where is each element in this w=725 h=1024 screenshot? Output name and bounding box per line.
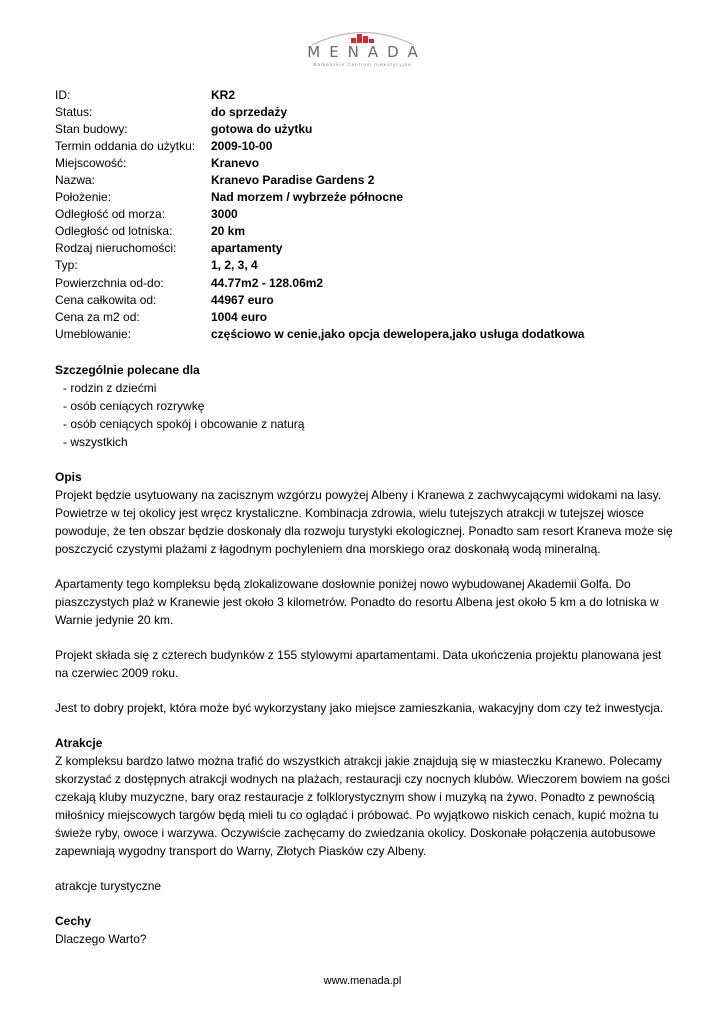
fact-value: 2009-10-00 — [211, 138, 273, 153]
fact-value: Kranevo — [211, 155, 260, 170]
description-section — [55, 361, 675, 948]
fact-label: Odległość od morza: — [55, 207, 166, 222]
fact-value: 44967 euro — [211, 292, 274, 307]
fact-row — [55, 103, 584, 120]
fact-row — [55, 308, 584, 325]
fact-row — [55, 86, 584, 103]
fact-label: Odległość od lotniska: — [55, 224, 173, 239]
opis-paragraph: Projekt będzie usytuowany na zacisznym wzgórzu powyżej Albeny i Kranewa z zachwycającymi widokami na lasy. Powietrze w tej okolicy jest wręcz krystaliczne. Kombinacja zdrowia, wielu tutejszych atrakcji w tutejszej wiosce powoduje, że ten obszar będzie doskonały dla rozwoju turystyki ekologicznej. Ponadto sam resort Kraneva może się poszczycić czystymi plażami z łagodnym pochyleniem dna morskiego oraz doskonałą wodą mineralną. — [55, 488, 673, 556]
opis-paragraph: Apartamenty tego kompleksu będą zlokalizowane dosłownie poniżej nowo wybudowanej Akademii Golfa. Do piaszczystych plaż w Kranewie jest około 3 kilometrów. Ponadto do resortu Albena jest około 5 km a do lotniska w Warnie jedynie 20 km. — [55, 577, 659, 627]
fact-value: 3000 — [211, 207, 238, 222]
fact-label: Umeblowanie: — [55, 326, 132, 341]
atrakcje-heading: Atrakcje — [55, 736, 103, 750]
cechy-heading: Cechy — [55, 914, 92, 928]
list-item: - osób ceniących spokój i obcowanie z naturą — [63, 417, 305, 431]
fact-label: Stan budowy: — [55, 121, 128, 136]
fact-row — [55, 223, 584, 240]
fact-label: Powierzchnia od-do: — [55, 275, 164, 290]
fact-row — [55, 189, 584, 206]
fact-row — [55, 171, 584, 188]
fact-label: ID: — [55, 87, 71, 102]
fact-row — [55, 325, 584, 342]
footer-url[interactable]: www.menada.pl — [323, 975, 402, 987]
logo-wordmark: MENADA — [307, 43, 427, 61]
recommended-list — [55, 379, 675, 451]
opis-heading: Opis — [55, 470, 82, 484]
fact-label: Typ: — [55, 258, 78, 273]
fact-row — [55, 257, 584, 274]
fact-label: Termin oddania do użytku: — [55, 138, 196, 153]
cechy-text: Dlaczego Warto? — [55, 932, 147, 946]
list-item: - rodzin z dziećmi — [63, 381, 157, 395]
fact-row — [55, 240, 584, 257]
fact-row — [55, 154, 584, 171]
atrakcje-paragraph: Z kompleksu bardzo latwo można trafić do wszystkich atrakcji jakie znajdują się w miasteczku Kranewo. Polecamy skorzystać z dostępnych atrakcji wodnych na plażach, restauracji czy nocnych klubów. Wieczorem bowiem na gości czekają kluby muzyczne, bary oraz restauracje z folklorystycznym show i muzyką na żywo. Ponadto z pewnością miłośnicy miejscowych targów będą mieli tu co oglądać i próbować. Po wyjątkowo niskich cenach, kupić można tu świeże ryby, owoce i warzywa. Oczywiście zachęcamy do zwiedzania okolicy. Doskonałe połączenia autobusowe zapewniają wygodny transport do Warny, Złotych Piasków czy Albeny. — [55, 754, 670, 858]
fact-label: Status: — [55, 104, 93, 119]
fact-label: Cena za m2 od: — [55, 309, 140, 324]
list-item: - osób ceniących rozrywkę — [63, 399, 205, 413]
logo-tagline: Bałkańskie Centrum Inwestycyjne — [313, 62, 412, 67]
fact-value: 1, 2, 3, 4 — [211, 258, 258, 273]
fact-label: Rodzaj nieruchomości: — [55, 241, 177, 256]
opis-paragraph: Projekt składa się z czterech budynków z 155 stylowymi apartamentami. Data ukończenia projektu planowana jest na czerwiec 2009 roku. — [55, 648, 662, 680]
atrakcje-tag: atrakcje turystyczne — [55, 879, 162, 893]
recommended-heading: Szczególnie polecane dla — [55, 363, 200, 377]
fact-value: Nad morzem / wybrzeże północne — [211, 190, 404, 205]
fact-label: Miejscowość: — [55, 155, 127, 170]
list-item: - wszystkich — [63, 435, 128, 449]
fact-row — [55, 206, 584, 223]
fact-label: Nazwa: — [55, 173, 96, 188]
fact-value: 44.77m2 - 128.06m2 — [211, 275, 324, 290]
property-facts-table — [55, 86, 584, 342]
fact-label: Cena całkowita od: — [55, 292, 157, 307]
fact-row — [55, 120, 584, 137]
fact-value: apartamenty — [211, 241, 283, 256]
fact-value: KR2 — [211, 87, 236, 102]
opis-paragraph: Jest to dobry projekt, która może być wykorzystany jako miejsce zamieszkania, wakacyjny dom czy też inwestycja. — [55, 701, 664, 715]
fact-value: 1004 euro — [211, 309, 268, 324]
fact-value: Kranevo Paradise Gardens 2 — [211, 173, 375, 188]
fact-row — [55, 137, 584, 154]
fact-row — [55, 291, 584, 308]
fact-value: częściowo w cenie,jako opcja dewelopera,jako usługa dodatkowa — [211, 326, 585, 341]
fact-value: 20 km — [211, 224, 246, 239]
fact-row — [55, 274, 584, 291]
fact-label: Położenie: — [55, 190, 112, 205]
menada-logo — [0, 24, 725, 67]
fact-value: gotowa do użytku — [211, 121, 313, 136]
fact-value: do sprzedaży — [211, 104, 288, 119]
